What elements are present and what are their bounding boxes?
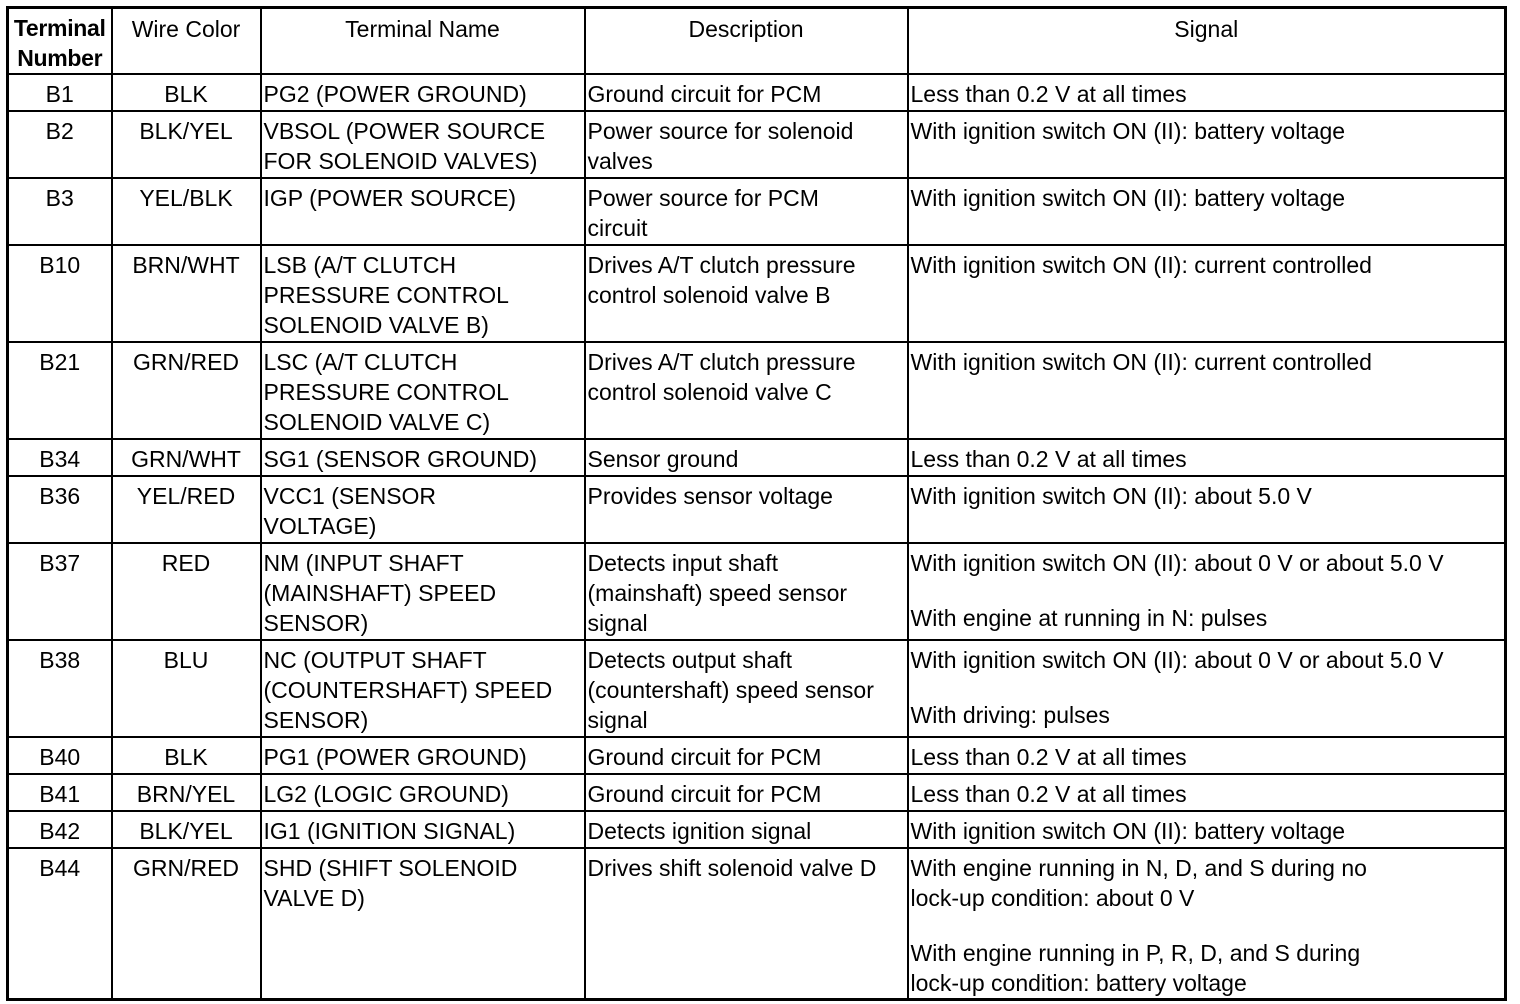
signal-cell xyxy=(908,439,1506,476)
table-row xyxy=(8,774,1506,811)
description-line: signal xyxy=(587,707,648,733)
description-cell xyxy=(585,737,908,774)
signal-cell xyxy=(908,111,1506,178)
terminal-name-line: NC (OUTPUT SHAFT xyxy=(263,647,487,673)
table-body xyxy=(8,74,1506,1000)
description-cell xyxy=(585,640,908,737)
description-line: Sensor ground xyxy=(587,446,739,472)
table-row xyxy=(8,342,1506,439)
description-line: Detects ignition signal xyxy=(587,818,812,844)
wire-color-cell: RED xyxy=(112,543,261,640)
description-line: valves xyxy=(587,148,653,174)
terminal-name-line: IGP (POWER SOURCE) xyxy=(263,185,517,211)
signal-paragraph xyxy=(911,779,1503,809)
table-row xyxy=(8,848,1506,1000)
signal-paragraph xyxy=(911,481,1503,511)
terminal-name-line: VOLTAGE) xyxy=(263,513,377,539)
table-row xyxy=(8,737,1506,774)
terminal-number-cell: B21 xyxy=(8,342,112,439)
table-row xyxy=(8,640,1506,737)
signal-line: With ignition switch ON (II): about 0 V or about 5.0 V xyxy=(910,647,1444,673)
signal-cell xyxy=(908,476,1506,543)
signal-line: With driving: pulses xyxy=(910,702,1110,728)
table-row xyxy=(8,178,1506,245)
signal-line: Less than 0.2 V at all times xyxy=(910,81,1187,107)
signal-paragraph xyxy=(911,938,1503,998)
table-row xyxy=(8,543,1506,640)
signal-line: lock-up condition: battery voltage xyxy=(910,970,1247,996)
description-line: Drives A/T clutch pressure xyxy=(587,349,856,375)
header-description: Description xyxy=(585,8,908,75)
table-row xyxy=(8,476,1506,543)
description-line: Detects input shaft xyxy=(587,550,778,576)
terminal-name-line: PRESSURE CONTROL xyxy=(263,379,509,405)
header-terminal-name: Terminal Name xyxy=(261,8,585,75)
signal-paragraph xyxy=(911,347,1503,377)
signal-line: With engine at running in N: pulses xyxy=(910,605,1268,631)
terminal-number-cell: B38 xyxy=(8,640,112,737)
signal-line: With ignition switch ON (II): current controlled xyxy=(910,252,1372,278)
signal-paragraph xyxy=(911,548,1503,578)
terminal-number-cell: B10 xyxy=(8,245,112,342)
wire-color-cell: GRN/RED xyxy=(112,848,261,1000)
header-terminal-number xyxy=(8,8,112,75)
signal-paragraph xyxy=(911,853,1503,913)
terminal-name-cell xyxy=(261,111,585,178)
signal-line: With ignition switch ON (II): current controlled xyxy=(910,349,1372,375)
signal-line: Less than 0.2 V at all times xyxy=(910,744,1187,770)
signal-cell xyxy=(908,245,1506,342)
terminal-name-line: SOLENOID VALVE C) xyxy=(263,409,491,435)
terminal-number-cell: B40 xyxy=(8,737,112,774)
signal-cell xyxy=(908,848,1506,1000)
description-line: Drives shift solenoid valve D xyxy=(587,855,877,881)
header-signal: Signal xyxy=(908,8,1506,75)
signal-cell xyxy=(908,543,1506,640)
signal-line: With ignition switch ON (II): battery voltage xyxy=(910,818,1346,844)
terminal-name-line: IG1 (IGNITION SIGNAL) xyxy=(263,818,516,844)
terminal-name-line: PRESSURE CONTROL xyxy=(263,282,509,308)
terminal-name-line: PG2 (POWER GROUND) xyxy=(263,81,527,107)
description-cell xyxy=(585,543,908,640)
signal-cell xyxy=(908,74,1506,111)
signal-cell xyxy=(908,640,1506,737)
description-cell xyxy=(585,811,908,848)
terminal-name-line: SG1 (SENSOR GROUND) xyxy=(263,446,537,472)
wire-color-cell: BRN/WHT xyxy=(112,245,261,342)
signal-line: Less than 0.2 V at all times xyxy=(910,781,1187,807)
description-cell xyxy=(585,342,908,439)
terminal-name-cell xyxy=(261,811,585,848)
terminal-name-line: (MAINSHAFT) SPEED xyxy=(263,580,497,606)
description-line: (countershaft) speed sensor xyxy=(587,677,874,703)
terminal-name-line: LSC (A/T CLUTCH xyxy=(263,349,458,375)
description-line: (mainshaft) speed sensor xyxy=(587,580,848,606)
description-cell xyxy=(585,476,908,543)
signal-paragraph xyxy=(911,116,1503,146)
terminal-name-cell xyxy=(261,774,585,811)
signal-line: With ignition switch ON (II): about 5.0 V xyxy=(910,483,1312,509)
terminal-name-line: LSB (A/T CLUTCH xyxy=(263,252,457,278)
header-terminal-number-line: Terminal xyxy=(13,15,106,41)
signal-cell xyxy=(908,178,1506,245)
description-line: Power source for PCM xyxy=(587,185,819,211)
description-cell xyxy=(585,439,908,476)
table-row xyxy=(8,245,1506,342)
wire-color-cell: BLU xyxy=(112,640,261,737)
signal-paragraph xyxy=(911,742,1503,772)
terminal-number-cell: B3 xyxy=(8,178,112,245)
terminal-name-cell xyxy=(261,74,585,111)
signal-cell xyxy=(908,774,1506,811)
signal-paragraph xyxy=(911,603,1503,633)
table-row xyxy=(8,74,1506,111)
table-header-row xyxy=(8,8,1506,75)
description-line: circuit xyxy=(587,215,648,241)
signal-paragraph xyxy=(911,645,1503,675)
signal-line: Less than 0.2 V at all times xyxy=(910,446,1187,472)
description-line: Ground circuit for PCM xyxy=(587,744,822,770)
terminal-name-line: NM (INPUT SHAFT xyxy=(263,550,464,576)
description-line: Provides sensor voltage xyxy=(587,483,833,509)
terminal-name-line: VCC1 (SENSOR xyxy=(263,483,437,509)
terminal-number-cell: B36 xyxy=(8,476,112,543)
signal-paragraph xyxy=(911,250,1503,280)
terminal-number-cell: B41 xyxy=(8,774,112,811)
table-row xyxy=(8,811,1506,848)
header-wire-color: Wire Color xyxy=(112,8,261,75)
signal-line: With ignition switch ON (II): battery voltage xyxy=(910,118,1346,144)
terminal-name-line: SHD (SHIFT SOLENOID xyxy=(263,855,518,881)
terminal-name-cell xyxy=(261,476,585,543)
wire-color-cell: GRN/WHT xyxy=(112,439,261,476)
terminal-name-line: LG2 (LOGIC GROUND) xyxy=(263,781,509,807)
terminal-name-line: (COUNTERSHAFT) SPEED xyxy=(263,677,553,703)
signal-line: With engine running in P, R, D, and S during xyxy=(910,940,1361,966)
signal-paragraph xyxy=(911,700,1503,730)
signal-cell xyxy=(908,811,1506,848)
terminal-number-cell: B37 xyxy=(8,543,112,640)
table-row xyxy=(8,111,1506,178)
table-row xyxy=(8,439,1506,476)
terminal-name-line: FOR SOLENOID VALVES) xyxy=(263,148,538,174)
description-line: Power source for solenoid xyxy=(587,118,854,144)
description-line: Detects output shaft xyxy=(587,647,793,673)
signal-line: With ignition switch ON (II): battery voltage xyxy=(910,185,1346,211)
terminal-name-line: SOLENOID VALVE B) xyxy=(263,312,489,338)
signal-paragraph xyxy=(911,79,1503,109)
wire-color-cell: BLK/YEL xyxy=(112,811,261,848)
signal-paragraph xyxy=(911,444,1503,474)
terminal-name-cell xyxy=(261,245,585,342)
description-cell xyxy=(585,245,908,342)
terminal-number-cell: B42 xyxy=(8,811,112,848)
signal-line: With ignition switch ON (II): about 0 V or about 5.0 V xyxy=(910,550,1444,576)
wire-color-cell: BRN/YEL xyxy=(112,774,261,811)
signal-paragraph xyxy=(911,183,1503,213)
signal-cell xyxy=(908,342,1506,439)
terminal-name-cell xyxy=(261,439,585,476)
terminal-name-line: VBSOL (POWER SOURCE xyxy=(263,118,546,144)
wire-color-cell: YEL/RED xyxy=(112,476,261,543)
terminal-number-cell: B34 xyxy=(8,439,112,476)
terminal-name-line: VALVE D) xyxy=(263,885,365,911)
signal-line: With engine running in N, D, and S during no xyxy=(910,855,1367,881)
signal-cell xyxy=(908,737,1506,774)
signal-line: lock-up condition: about 0 V xyxy=(910,885,1195,911)
terminal-name-cell xyxy=(261,737,585,774)
wire-color-cell: GRN/RED xyxy=(112,342,261,439)
description-line: control solenoid valve B xyxy=(587,282,831,308)
wire-color-cell: BLK/YEL xyxy=(112,111,261,178)
description-line: Drives A/T clutch pressure xyxy=(587,252,856,278)
description-cell xyxy=(585,848,908,1000)
description-cell xyxy=(585,774,908,811)
description-line: Ground circuit for PCM xyxy=(587,81,822,107)
terminal-name-cell xyxy=(261,640,585,737)
description-cell xyxy=(585,74,908,111)
description-line: control solenoid valve C xyxy=(587,379,832,405)
wire-color-cell: YEL/BLK xyxy=(112,178,261,245)
description-line: Ground circuit for PCM xyxy=(587,781,822,807)
terminal-name-line: SENSOR) xyxy=(263,610,369,636)
terminal-name-cell xyxy=(261,178,585,245)
signal-paragraph xyxy=(911,816,1503,846)
terminal-table xyxy=(6,6,1507,1001)
terminal-name-line: SENSOR) xyxy=(263,707,369,733)
terminal-number-cell: B1 xyxy=(8,74,112,111)
wire-color-cell: BLK xyxy=(112,737,261,774)
header-terminal-number-line: Number xyxy=(17,45,103,71)
wire-color-cell: BLK xyxy=(112,74,261,111)
description-line: signal xyxy=(587,610,648,636)
terminal-name-cell xyxy=(261,543,585,640)
description-cell xyxy=(585,111,908,178)
terminal-number-cell: B2 xyxy=(8,111,112,178)
terminal-number-cell: B44 xyxy=(8,848,112,1000)
terminal-name-cell xyxy=(261,848,585,1000)
description-cell xyxy=(585,178,908,245)
terminal-name-line: PG1 (POWER GROUND) xyxy=(263,744,527,770)
terminal-name-cell xyxy=(261,342,585,439)
